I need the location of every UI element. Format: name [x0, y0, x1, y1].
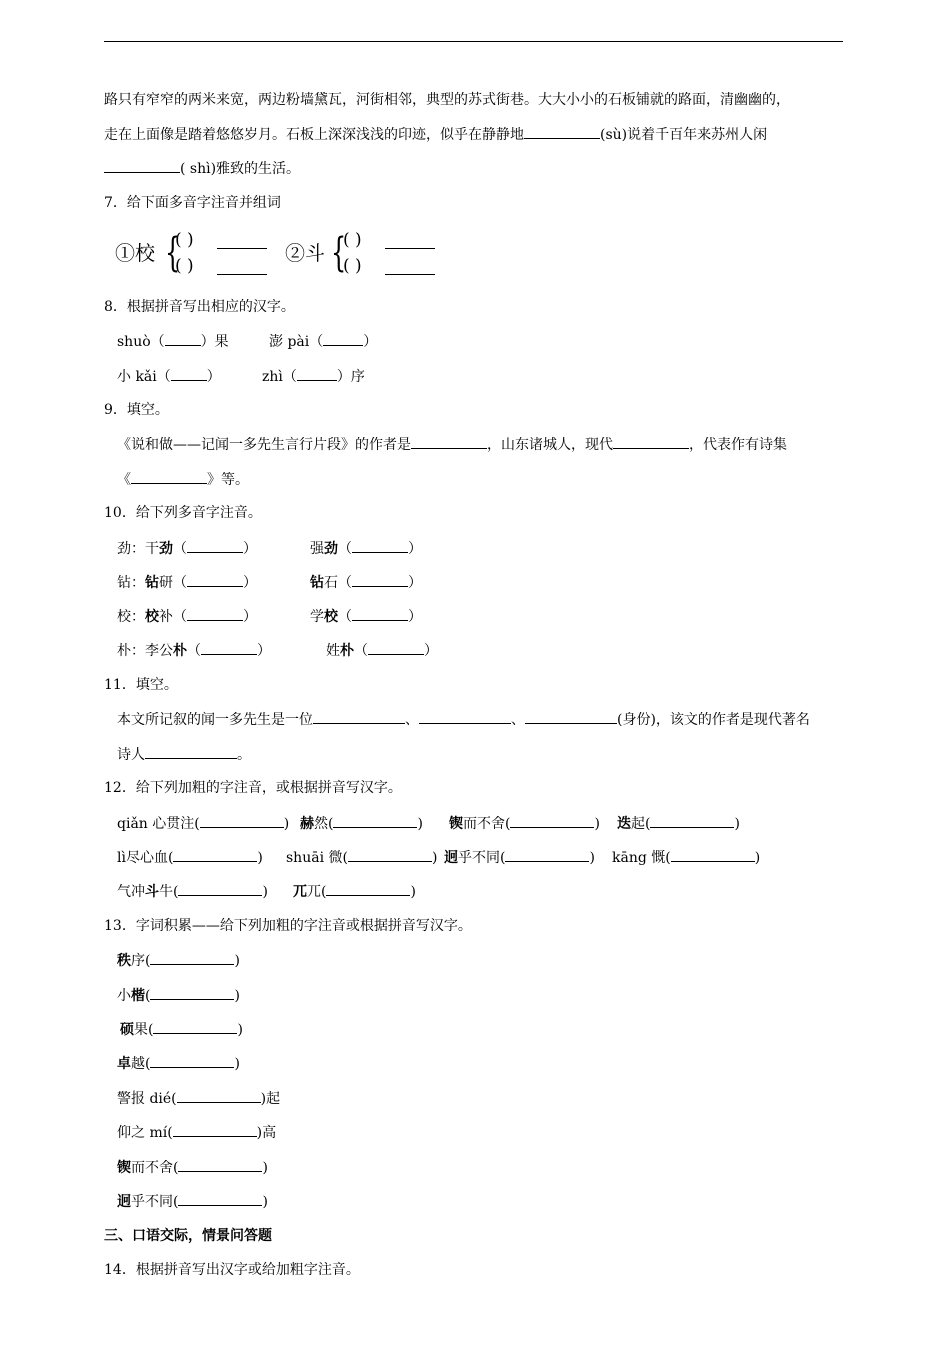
close-paren: )	[754, 850, 761, 866]
answer-blank[interactable]	[150, 1053, 234, 1068]
answer-blank[interactable]	[200, 813, 284, 828]
q13-item	[117, 1088, 280, 1109]
char-dou-label: ②斗	[285, 241, 325, 265]
answer-blank[interactable]	[187, 572, 243, 587]
question-9-title: 9．填空。	[104, 402, 169, 418]
pinyin-prompt: shuò（	[117, 334, 165, 350]
row-text: ）	[243, 575, 257, 591]
question-13-title: 13．字词积累——给下列加粗的字注音或根据拼音写汉字。	[104, 918, 472, 934]
item-text: 兀(	[307, 884, 327, 900]
row-label: 朴：李公	[117, 643, 173, 659]
close-paren: )	[417, 816, 423, 832]
row-text: （	[338, 609, 352, 625]
paren-blank[interactable]: ( )	[343, 230, 362, 250]
intro-line-2	[104, 124, 767, 145]
item-text: 乎不同(	[458, 850, 506, 866]
answer-blank[interactable]	[505, 847, 589, 862]
close-paren: )	[283, 816, 290, 832]
prompt-text: ，代表作有诗集	[689, 437, 787, 453]
pinyin-prompt: 小 kǎi（	[117, 369, 171, 385]
question-8-row-1	[117, 331, 229, 352]
answer-blank[interactable]	[104, 158, 180, 173]
prompt-text: ，山东诸城人，现代	[487, 437, 613, 453]
word-blank[interactable]	[217, 248, 267, 249]
answer-blank[interactable]	[411, 434, 487, 449]
question-8-row-2	[117, 366, 221, 387]
close-paren: )	[257, 850, 263, 866]
bold-char: 劲	[159, 541, 173, 557]
row-text: （	[338, 541, 352, 557]
item-text: )	[234, 988, 240, 1004]
close-paren: )	[262, 884, 268, 900]
bold-char: 楷	[131, 988, 145, 1004]
answer-blank[interactable]	[671, 847, 755, 862]
question-10-row-b	[310, 606, 422, 627]
bold-char: 赫	[300, 816, 314, 832]
bold-char: 钻	[310, 575, 324, 591]
row-text: ）	[408, 609, 422, 625]
answer-blank[interactable]	[297, 366, 337, 381]
brace-symbol: {	[331, 230, 347, 276]
question-8-row-1b	[269, 331, 377, 352]
answer-blank[interactable]	[326, 881, 410, 896]
row-label: 劲：干	[117, 541, 159, 557]
answer-blank[interactable]	[173, 847, 257, 862]
close-paren: )	[734, 816, 740, 832]
bold-char: 校	[145, 609, 159, 625]
item-text: )	[234, 1056, 240, 1072]
answer-blank[interactable]	[171, 366, 207, 381]
item-text: )	[262, 1160, 268, 1176]
intro-line-3	[104, 158, 300, 179]
question-7-title: 7．给下面多音字注音并组词	[104, 195, 281, 211]
bold-char: 校	[324, 609, 338, 625]
prompt-text: 本文所记叙的闻一多先生是一位	[117, 712, 313, 728]
answer-blank[interactable]	[613, 434, 689, 449]
row-text: 学	[310, 609, 324, 625]
question-10-row	[117, 538, 257, 559]
item-text: )	[237, 1022, 243, 1038]
answer-blank[interactable]	[419, 709, 511, 724]
q12-item	[300, 813, 423, 834]
header-rule	[104, 41, 843, 42]
word-blank[interactable]	[385, 274, 435, 275]
bold-char: 劲	[324, 541, 338, 557]
answer-blank[interactable]	[352, 606, 408, 621]
answer-blank[interactable]	[313, 709, 405, 724]
brace-symbol: {	[165, 230, 181, 276]
q12-item	[449, 813, 600, 834]
q12-item	[444, 847, 595, 868]
item-text: )	[262, 1194, 268, 1210]
row-text: ）	[408, 541, 422, 557]
answer-blank[interactable]	[650, 813, 734, 828]
item-text: )	[234, 953, 240, 969]
item-text: 警报 dié(	[117, 1091, 177, 1107]
prompt-text: 《	[117, 472, 131, 488]
bold-char: 锲	[449, 816, 463, 832]
intro-text-2b: (sù)说着千百年来苏州人闲	[600, 127, 768, 143]
answer-blank[interactable]	[510, 813, 594, 828]
q13-item	[120, 1019, 243, 1040]
q12-item	[117, 847, 263, 868]
question-14-title: 14．根据拼音写出汉字或给加粗字注音。	[104, 1262, 360, 1278]
answer-blank[interactable]	[178, 881, 262, 896]
intro-text-2a: 走在上面像是踏着悠悠岁月。石板上深深浅浅的印迹，似乎在静静地	[104, 127, 524, 143]
row-label: 校：	[117, 609, 145, 625]
item-text: 而不舍(	[463, 816, 511, 832]
answer-blank[interactable]	[201, 640, 257, 655]
q12-item	[286, 847, 437, 868]
separator: 、	[511, 712, 525, 728]
answer-blank[interactable]	[352, 572, 408, 587]
question-9-line-2	[117, 469, 249, 490]
prompt-suffix: ）	[363, 334, 378, 350]
prompt-text: 》等。	[207, 472, 249, 488]
question-10-row-b	[310, 538, 422, 559]
q12-item	[612, 847, 760, 868]
row-label: 钻：	[117, 575, 145, 591]
q13-item	[117, 1157, 268, 1178]
answer-blank[interactable]	[368, 640, 424, 655]
pinyin-prompt: 澎 pài（	[269, 334, 324, 350]
prompt-suffix: ）果	[200, 334, 229, 350]
intro-text-3: ( shì)雅致的生活。	[180, 161, 301, 177]
bold-char: 迭	[617, 816, 631, 832]
bold-char: 锲	[117, 1160, 131, 1176]
item-text: 然(	[314, 816, 334, 832]
item-text: kāng 慨(	[612, 850, 671, 866]
q13-item	[117, 1122, 276, 1143]
answer-blank[interactable]	[131, 469, 207, 484]
answer-blank[interactable]	[177, 1088, 261, 1103]
answer-blank[interactable]	[352, 538, 408, 553]
bold-char: 卓	[117, 1056, 131, 1072]
item-text: 越(	[131, 1056, 151, 1072]
row-text: ）	[408, 575, 422, 591]
prompt-suffix: ）序	[336, 369, 365, 385]
separator: 、	[405, 712, 419, 728]
question-10-title: 10．给下列多音字注音。	[104, 505, 262, 521]
paren-blank[interactable]: ( )	[175, 230, 194, 250]
bold-char: 兀	[293, 884, 307, 900]
bold-char: 朴	[173, 643, 187, 659]
row-text: 补（	[159, 609, 187, 625]
prompt-text: 。	[237, 747, 251, 763]
answer-blank[interactable]	[524, 124, 600, 139]
q12-item	[117, 813, 289, 834]
word-blank[interactable]	[385, 248, 435, 249]
question-10-row	[117, 606, 257, 627]
intro-line-1: 路只有窄窄的两米来宽，两边粉墙黛瓦，河街相邻，典型的苏式街巷。大大小小的石板铺就的路面，清幽幽的，	[104, 92, 790, 108]
close-paren: )	[589, 850, 595, 866]
bold-char: 朴	[340, 643, 354, 659]
question-10-row-b	[310, 572, 422, 593]
item-text: 序(	[131, 953, 151, 969]
item-text: 仰之 mí(	[117, 1125, 173, 1141]
row-text: 研（	[159, 575, 187, 591]
q12-item	[117, 881, 268, 902]
answer-blank[interactable]	[150, 985, 234, 1000]
paren-blank[interactable]: ( )	[175, 256, 194, 276]
answer-blank[interactable]	[178, 1157, 262, 1172]
bold-char: 迥	[117, 1194, 131, 1210]
answer-blank[interactable]	[187, 538, 243, 553]
item-text: 牛(	[159, 884, 179, 900]
char-xiao-label: ①校	[115, 241, 155, 265]
item-text: 乎不同(	[131, 1194, 179, 1210]
answer-blank[interactable]	[150, 950, 234, 965]
q13-item	[117, 985, 240, 1006]
bold-char: 迥	[444, 850, 458, 866]
question-9-line-1	[117, 434, 787, 455]
item-text: 起(	[631, 816, 651, 832]
q13-item	[117, 1053, 240, 1074]
row-text: （	[173, 541, 187, 557]
answer-blank[interactable]	[145, 744, 237, 759]
prompt-text: 《说和做——记闻一多先生言行片段》的作者是	[117, 437, 411, 453]
question-11-line-1	[117, 709, 810, 730]
answer-blank[interactable]	[187, 606, 243, 621]
answer-blank[interactable]	[348, 847, 432, 862]
row-text: （	[187, 643, 201, 659]
question-8-title: 8．根据拼音写出相应的汉字。	[104, 299, 295, 315]
row-text: ）	[424, 643, 438, 659]
question-10-row	[117, 640, 271, 661]
row-text: 姓	[326, 643, 340, 659]
answer-blank[interactable]	[525, 709, 617, 724]
section-3-heading: 三、口语交际，情景问答题	[104, 1228, 272, 1244]
question-10-row-b	[326, 640, 438, 661]
row-text: 强	[310, 541, 324, 557]
item-text: 气冲	[117, 884, 145, 900]
question-11-line-2	[117, 744, 251, 765]
pinyin-prompt: zhì（	[262, 369, 297, 385]
q13-item	[117, 950, 240, 971]
item-text: lì尽心血(	[117, 850, 174, 866]
row-text: ）	[243, 609, 257, 625]
paren-blank[interactable]: ( )	[343, 256, 362, 276]
bold-char: 斗	[145, 884, 159, 900]
prompt-suffix: ）	[206, 369, 221, 385]
question-8-row-2b	[262, 366, 365, 387]
answer-blank[interactable]	[178, 1191, 262, 1206]
row-text: 石（	[324, 575, 352, 591]
answer-blank[interactable]	[323, 331, 363, 346]
bold-char: 秩	[117, 953, 131, 969]
close-paren: )	[431, 850, 438, 866]
row-text: ）	[243, 541, 257, 557]
row-text: ）	[257, 643, 271, 659]
question-12-title: 12．给下列加粗的字注音，或根据拼音写汉字。	[104, 780, 402, 796]
item-text: )高	[256, 1125, 277, 1141]
close-paren: )	[410, 884, 416, 900]
item-text: 而不舍(	[131, 1160, 179, 1176]
item-text: 果(	[134, 1022, 154, 1038]
q13-item	[117, 1191, 268, 1212]
item-text: 小	[117, 988, 131, 1004]
question-7-figure	[115, 228, 445, 280]
prompt-text: (身份)，该文的作者是现代著名	[617, 712, 810, 728]
question-10-row	[117, 572, 257, 593]
q12-item	[293, 881, 416, 902]
word-blank[interactable]	[217, 274, 267, 275]
close-paren: )	[594, 816, 600, 832]
answer-blank[interactable]	[173, 1122, 257, 1137]
item-text: (	[145, 988, 151, 1004]
item-text: qiǎn 心贯注(	[117, 816, 200, 832]
bold-char: 硕	[120, 1022, 134, 1038]
item-text: )起	[260, 1091, 281, 1107]
answer-blank[interactable]	[165, 331, 201, 346]
row-text: （	[354, 643, 368, 659]
prompt-text: 诗人	[117, 747, 145, 763]
bold-char: 钻	[145, 575, 159, 591]
question-11-title: 11．填空。	[104, 677, 178, 693]
q12-item	[617, 813, 740, 834]
answer-blank[interactable]	[333, 813, 417, 828]
answer-blank[interactable]	[153, 1019, 237, 1034]
item-text: shuāi 微(	[286, 850, 348, 866]
